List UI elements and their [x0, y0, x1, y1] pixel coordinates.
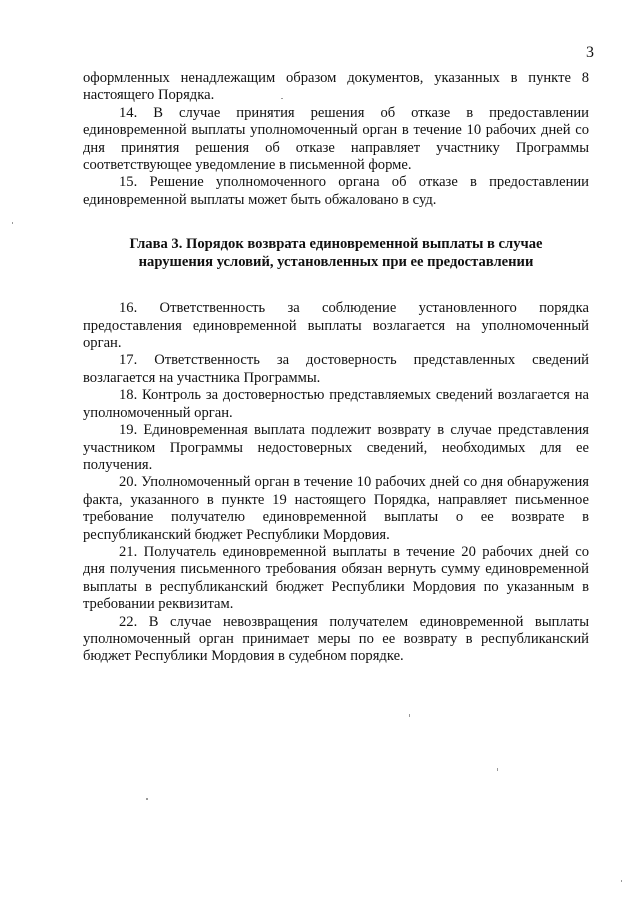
paragraph-20: 20. Уполномоченный орган в течение 10 рабочих дней со дня обнаружения факта, указанного в пункте 19 настоящего Порядка, направляет письменное требование получателю единовременной выплаты о ее возврате в республиканский бюджет Республики Мордовия. — [83, 474, 589, 543]
paragraph-21: 21. Получатель единовременной выплаты в течение 20 рабочих дней со дня получения письменного требования обязан вернуть сумму единовременной выплаты в республиканский бюджет Республики Мордовия по указанным в требовании реквизитам. — [83, 543, 589, 613]
paragraph-16: 16. Ответственность за соблюдение установленного порядка предоставления единовременной выплаты возлагается на уполномоченный орган. — [83, 300, 589, 352]
page-number: 3 — [586, 44, 594, 61]
paragraph-17: 17. Ответственность за достоверность представленных сведений возлагается на участника Программы. — [83, 352, 589, 386]
paragraph-19: 19. Единовременная выплата подлежит возврату в случае представления участником Программы недостоверных сведений, необходимых для ее получения. — [83, 422, 589, 473]
paragraph-22: 22. В случае невозвращения получателем единовременной выплаты уполномоченный орган принимает меры по ее возврату в республиканский бюджет Республики Мордовия в судебном порядке. — [83, 613, 589, 665]
chapter-heading — [83, 235, 589, 271]
chapter-heading-line1: Глава 3. Порядок возврата единовременной выплаты в случае — [129, 236, 543, 253]
scan-speck — [12, 222, 13, 224]
paragraph-15: 15. Решение уполномоченного органа об отказе в предоставлении единовременной выплаты может быть обжаловано в суд. — [83, 174, 589, 208]
scan-speck — [497, 768, 498, 771]
scan-speck — [621, 880, 622, 882]
document-body — [83, 70, 589, 666]
paragraph-continuation: оформленных ненадлежащим образом документов, указанных в пункте 8 настоящего Порядка. — [83, 70, 589, 104]
scan-speck — [281, 98, 283, 99]
scan-speck — [409, 714, 410, 717]
paragraph-18: 18. Контроль за достоверностью представляемых сведений возлагается на уполномоченный орган. — [83, 387, 589, 421]
scan-speck — [146, 798, 148, 800]
chapter-heading-line2: нарушения условий, установленных при ее предоставлении — [138, 254, 534, 271]
paragraph-14: 14. В случае принятия решения об отказе в предоставлении единовременной выплаты уполномоченный орган в течение 10 рабочих дней со дня принятия решения об отказе направляет участнику Программы соответствующее уведомление в письменной форме. — [83, 104, 589, 174]
